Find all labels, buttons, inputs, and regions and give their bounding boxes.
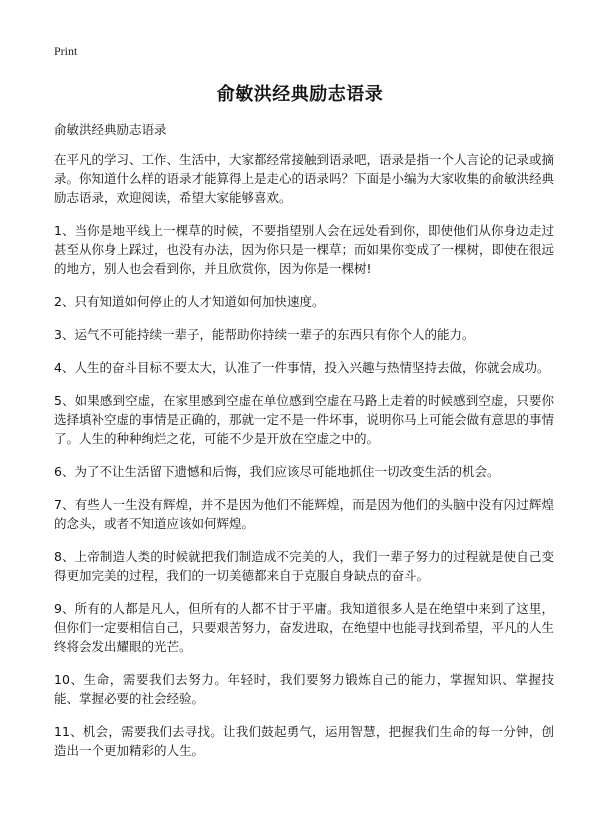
- quote-paragraph: 8、上帝制造人类的时候就把我们制造成不完美的人，我们一辈子努力的过程就是使自己变得更加完美的过程，我们的一切美德都来自于克服自身缺点的奋斗。: [54, 549, 554, 583]
- quote-paragraph: 9、所有的人都是凡人，但所有的人都不甘于平庸。我知道很多人是在绝望中来到了这里，但你们一定要相信自己，只要艰苦努力，奋发进取，在绝望中也能寻找到希望，平凡的人生终将会发出耀眼的光芒。: [54, 601, 555, 654]
- intro-paragraph: 在平凡的学习、工作、生活中，大家都经常接触到语录吧，语录是指一个人言论的记录或摘录。你知道什么样的语录才能算得上是走心的语录吗？下面是小编为大家收集的俞敏洪经典励志语录，欢迎阅读，希望大家能够喜欢。: [54, 152, 555, 205]
- quote-paragraph: 1、当你是地平线上一棵草的时候，不要指望别人会在远处看到你，即使他们从你身边走过甚至从你身上踩过，也没有办法，因为你只是一棵草；而如果你变成了一棵树，即使在很远的地方，别人也会看到你，并且欣赏你，因为你是一棵树!: [54, 223, 555, 276]
- subtitle: 俞敏洪经典励志语录: [54, 122, 167, 137]
- quote-paragraph: 5、如果感到空虚，在家里感到空虚在单位感到空虚在马路上走着的时候感到空虚，只要你选择填补空虚的事情是正确的，那就一定不是一件坏事，说明你马上可能会做有意思的事情了。人生的种种绚烂之花，可能不少是开放在空虚之中的。: [54, 393, 555, 446]
- quote-paragraph: 7、有些人一生没有辉煌，并不是因为他们不能辉煌，而是因为他们的头脑中没有闪过辉煌的念头，或者不知道应该如何辉煌。: [54, 497, 554, 531]
- quote-paragraph: 2、只有知道如何停止的人才知道如何加快速度。: [54, 294, 325, 309]
- article-body: [54, 150, 554, 774]
- quote-paragraph: 10、生命，需要我们去努力。年轻时，我们要努力锻炼自己的能力，掌握知识、掌握技能、掌握必要的社会经验。: [54, 672, 554, 706]
- quote-paragraph: 4、人生的奋斗目标不要太大，认准了一件事情，投入兴趣与热情坚持去做，你就会成功。: [54, 360, 550, 375]
- print-link[interactable]: Print: [54, 44, 78, 58]
- quote-paragraph: 11、机会，需要我们去寻找。让我们鼓起勇气，运用智慧，把握我们生命的每一分钟，创造出一个更加精彩的人生。: [54, 724, 554, 758]
- quote-paragraph: 6、为了不让生活留下遗憾和后悔，我们应该尽可能地抓住一切改变生活的机会。: [54, 464, 500, 479]
- quote-paragraph: 3、运气不可能持续一辈子，能帮助你持续一辈子的东西只有你个人的能力。: [54, 327, 475, 342]
- page-title: 俞敏洪经典励志语录: [216, 84, 384, 105]
